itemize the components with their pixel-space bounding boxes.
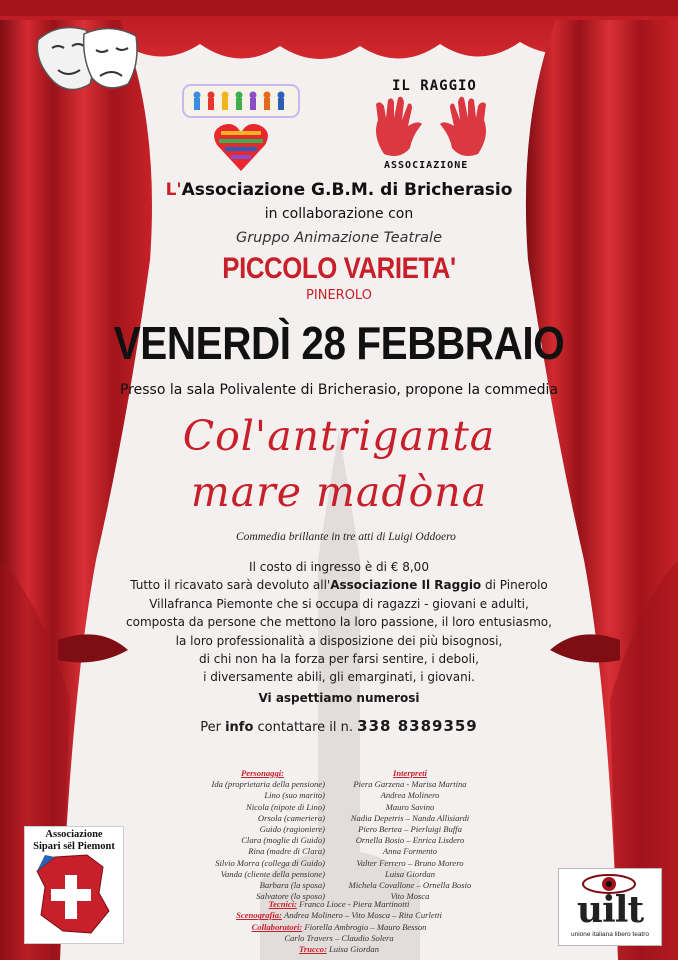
credit-scene-label: Scenografia: xyxy=(236,910,282,921)
contact-pre: Per xyxy=(200,720,226,736)
actors-list xyxy=(340,779,480,902)
closing-line: Vi aspettiamo numerosi xyxy=(258,690,420,705)
actor-item: Michela Covallone – Ornella Bosio xyxy=(348,880,472,891)
actor-item: Piero Bertea – Pierluigi Buffa xyxy=(358,824,462,835)
gbm-logo xyxy=(181,83,301,175)
credit-collab xyxy=(189,922,489,933)
event-venue: Presso la sala Polivalente di Bricherasio, propone la commedia xyxy=(119,382,558,398)
actors-header: Interpreti xyxy=(393,768,427,778)
theatre-group-line: Gruppo Animazione Teatrale xyxy=(235,230,442,246)
contact-line xyxy=(0,717,678,737)
sipari-logo-line1: Associazione xyxy=(45,829,103,840)
info-line-3: Villafranca Piemonte che si occupa di ragazzi - giovani e adulti, xyxy=(149,596,529,611)
credit-tech-value: Franco Lioce - Piera Martinotti xyxy=(296,899,410,909)
character-item: Nicola (nipote di Lino) xyxy=(245,801,325,812)
credit-makeup xyxy=(189,944,489,955)
actor-item: Valter Ferrero – Bruno Morero xyxy=(356,857,464,868)
info-line-5: la loro professionalità a disposizione dei più bisognosi, xyxy=(175,633,503,648)
credit-makeup-value: Luisa Giordan xyxy=(326,944,380,955)
actor-item: Luisa Giordan xyxy=(384,868,436,879)
actors-column xyxy=(340,768,480,902)
character-item: Vanda (cliente della pensione) xyxy=(220,868,325,879)
contact-mid: contattare il n. xyxy=(253,720,358,736)
character-item: Clara (moglie di Guido) xyxy=(241,835,325,846)
contact-info-word: info xyxy=(225,720,254,736)
characters-column xyxy=(200,768,325,902)
piemonte-flag-icon xyxy=(25,853,123,937)
info-line-4: composta da persone che mettono la loro passione, il loro entusiasmo, xyxy=(126,615,552,630)
character-item: Salvatore (lo sposo) xyxy=(256,891,325,902)
characters-header: Personaggi: xyxy=(241,768,284,778)
credit-scene xyxy=(189,910,489,921)
credit-collab-value: Fiorella Ambrogio – Mauro Besson xyxy=(302,921,427,932)
character-item: Orsola (cameriera) xyxy=(257,812,325,823)
actor-item: Andrea Molinero xyxy=(380,790,440,801)
character-item: Rina (madre di Clara) xyxy=(248,846,325,857)
actor-item: Anna Formento xyxy=(382,846,438,857)
credit-scene-value: Andrea Molinero – Vito Mosca – Rita Curletti xyxy=(281,910,442,921)
ticket-cost: Il costo di ingresso è di € 8,00 xyxy=(249,560,429,574)
actor-item: Piera Garzena - Marisa Martina xyxy=(353,779,467,790)
info-line-2-post: di Pinerolo xyxy=(481,578,548,593)
actor-item: Mauro Savino xyxy=(385,801,435,812)
credit-makeup-label: Trucco: xyxy=(298,944,327,955)
actor-item: Nadia Depetris – Nanda Allisiardi xyxy=(350,812,470,823)
character-item: Barbara (la sposa) xyxy=(259,880,325,891)
info-block xyxy=(0,558,678,738)
play-title-line1: Col'antriganta xyxy=(182,412,496,460)
character-item: Silvio Morra (collega di Guido) xyxy=(215,857,325,868)
company-name: PICCOLO VARIETA' xyxy=(222,252,456,285)
collaboration-line: in collaborazione con xyxy=(264,206,414,222)
character-item: Guido (ragioniere) xyxy=(259,824,325,835)
company-city: PINEROLO xyxy=(306,288,372,303)
character-item: Lino (suo marito) xyxy=(264,790,325,801)
info-line-6: di chi non ha la forza per farsi sentire, i deboli, xyxy=(199,652,479,667)
theatre-masks-icon xyxy=(37,28,137,90)
info-line-7: i diversamente abili, gli emarginati, i giovani. xyxy=(203,670,475,685)
contact-phone: 338 8389359 xyxy=(357,717,478,736)
il-raggio-logo xyxy=(362,78,500,176)
organizer-name: Associazione G.B.M. di Bricherasio xyxy=(181,180,513,200)
credit-collab-2: Carlo Travers – Claudio Solera xyxy=(284,932,394,943)
credit-tech-label: Tecnici: xyxy=(268,899,297,909)
credits-block xyxy=(189,899,489,955)
organizer-prefix: L' xyxy=(165,180,182,200)
il-raggio-logo-subtitle: ASSOCIAZIONE xyxy=(384,160,469,171)
play-title-line2: mare madòna xyxy=(190,468,488,516)
actor-item: Vito Mosca xyxy=(390,891,430,902)
info-line-2 xyxy=(0,576,678,594)
event-date: VENERDÌ 28 FEBBRAIO xyxy=(113,317,565,369)
il-raggio-logo-title: IL RAGGIO xyxy=(392,78,477,94)
credit-tech xyxy=(189,899,489,910)
uilt-logo xyxy=(558,868,662,946)
sipari-logo-line2: Sipari sël Piemont xyxy=(33,841,115,852)
beneficiary-name: Associazione Il Raggio xyxy=(330,578,482,593)
character-item: Ida (proprietaria della pensione) xyxy=(211,779,325,790)
hands-icon xyxy=(366,96,496,158)
info-line-2-pre: Tutto il ricavato sarà devoluto all' xyxy=(130,578,331,593)
uilt-logo-text: uilt xyxy=(576,889,644,931)
play-subtitle: Commedia brillante in tre atti di Luigi Oddoero xyxy=(236,531,456,543)
actor-item: Ornella Bosio – Enrica Lisdero xyxy=(355,835,465,846)
uilt-logo-caption: unione italiana libero teatro xyxy=(570,931,650,938)
credit-collab-label: Collaboratori: xyxy=(251,921,303,932)
sipari-logo xyxy=(24,826,124,944)
characters-list xyxy=(200,779,325,902)
organizer-line xyxy=(0,180,678,200)
